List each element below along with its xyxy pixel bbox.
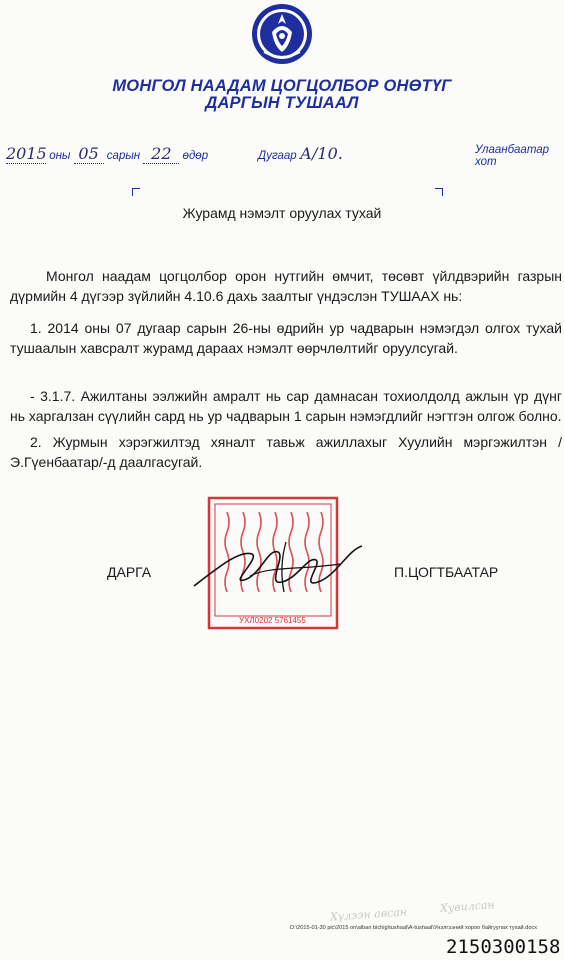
faint-receipt-note: Хүлээн авсан	[329, 905, 408, 924]
mongolian-state-emblem-icon	[250, 2, 314, 66]
signatory-name: П.ЦОГТБААТАР	[394, 564, 499, 580]
document-serial-number: 2150300158	[446, 936, 561, 958]
document-subject: Журамд нэмэлт оруулах тухай	[182, 205, 382, 221]
document-type-title: ДАРГЫН ТУШААЛ	[205, 94, 359, 112]
date-line	[6, 144, 208, 164]
order-number-value: А/10.	[299, 144, 343, 163]
intro-paragraph: Монгол наадам цогцолбор орон нутгийн өмчит, төсөвт үйлдвэрийн газрын дүрмийн 4 дүгээр зүйлийн 4.10.6 дахь заалтыг үндэслэн ТУШААХ нь:	[10, 268, 562, 304]
date-month: 05	[74, 144, 104, 164]
date-year-suffix: оны	[49, 150, 71, 162]
signatory-role: ДАРГА	[107, 564, 152, 580]
date-month-suffix: сарын	[106, 150, 141, 162]
order-number-label: Дугаар	[258, 150, 297, 162]
subject-corner-right	[435, 188, 443, 196]
organization-title: МОНГОЛ НААДАМ ЦОГЦОЛБОР ОНӨТҮГ	[112, 77, 452, 95]
handwritten-signature	[190, 536, 370, 596]
date-day: 22	[143, 144, 179, 164]
city: Улаанбаатар хот	[475, 144, 550, 168]
date-day-suffix: өдөр	[182, 150, 209, 162]
faint-copy-note: Хувилсан	[439, 898, 496, 915]
stamp-code: УХЛ0202 5761455	[239, 616, 306, 625]
order-item-1: 1. 2014 оны 07 дугаар сарын 26-ны өдрийн ур чадварын нэмэгдэл олгох тухай тушаалын хавсралт журамд дараах нэмэлт өөрчлөлтийг оруулсугай.	[10, 320, 562, 356]
subject-corner-left	[132, 188, 140, 196]
order-item-2: 2. Журмын хэрэгжилтэд хяналт тавьж ажиллахыг Хуулийн мэргэжилтэн /Э.Гүенбаатар/-д даалгасугай.	[10, 434, 562, 470]
file-path: D:\2015-01-30 pic\2015 on\alban bichig\tushaal\A-tushaal\Унэлгээний хороо байгуулах тухай.docx	[290, 925, 538, 931]
order-item-1-sub: - 3.1.7. Ажилтаны ээлжийн амралт нь сар дамнасан тохиолдолд ажлын үр дүнг нь харгалзан сүүлийн сард нь ур чадварын 1 сарын нэмэгдлийг нэгтгэн олгож болно.	[10, 388, 562, 424]
date-year: 2015	[6, 144, 47, 163]
order-number-line	[258, 144, 343, 163]
